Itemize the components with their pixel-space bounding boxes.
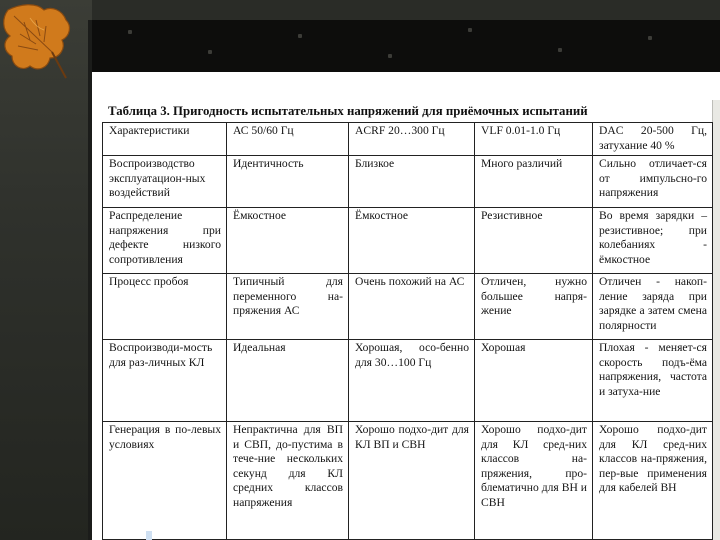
table-cell: Идеальная bbox=[227, 340, 349, 422]
table-title: Таблица 3. Пригодность испытательных напряжений для приёмочных испытаний bbox=[108, 104, 588, 118]
table-cell: Резистивное bbox=[475, 208, 593, 274]
table-cell: Ёмкостное bbox=[349, 208, 475, 274]
table-header-row bbox=[103, 123, 713, 156]
table-cell: Хорошо подхо-дит для КЛ сред-них классов на-пряжения, про-блематично для ВН и СВН bbox=[475, 422, 593, 540]
column-header: ACRF 20…300 Гц bbox=[349, 123, 475, 156]
table-row bbox=[103, 274, 713, 340]
table-cell: Хорошо подхо-дит для КЛ сред-них классов на-пряжения, пер-вые применения для кабелей ВН bbox=[593, 422, 713, 540]
column-header: АС 50/60 Гц bbox=[227, 123, 349, 156]
table-row bbox=[103, 156, 713, 208]
table-cell: Во время зарядки – резистивное; при колебаниях - ёмкостное bbox=[593, 208, 713, 274]
table-cell: Ёмкостное bbox=[227, 208, 349, 274]
table-cell: Типичный для переменного на-пряжения АС bbox=[227, 274, 349, 340]
table-cell: Хорошая bbox=[475, 340, 593, 422]
table-cell: Воспроизводи-мость для раз-личных КЛ bbox=[103, 340, 227, 422]
table-row bbox=[103, 340, 713, 422]
column-header: DAC 20-500 Гц, затухание 40 % bbox=[593, 123, 713, 156]
table-cell: Плохая - меняет-ся скорость подъ-ёма напряжения, частота и затуха-ние bbox=[593, 340, 713, 422]
autumn-leaf-icon bbox=[0, 0, 80, 90]
table-cell: Отличен, нужно большее напря-жение bbox=[475, 274, 593, 340]
table-cell: Хорошая, осо-бенно для 30…100 Гц bbox=[349, 340, 475, 422]
table-cell: Процесс пробоя bbox=[103, 274, 227, 340]
column-header: Характеристики bbox=[103, 123, 227, 156]
table-cell: Распределение напряжения при дефекте низкого сопротивления bbox=[103, 208, 227, 274]
table-cell: Непрактична для ВП и СВП, до-пустима в тече-ние нескольких секунд для КЛ средних классов напряжения bbox=[227, 422, 349, 540]
top-frame bbox=[0, 0, 720, 20]
table-cell: Генерация в по-левых условиях bbox=[103, 422, 227, 540]
table-row bbox=[103, 208, 713, 274]
table-cell: Сильно отличает-ся от импульсно-го напряжения bbox=[593, 156, 713, 208]
table-cell: Близкое bbox=[349, 156, 475, 208]
slide-top-band bbox=[88, 20, 720, 72]
table-cell: Отличен - накоп-ление заряда при зарядке а затем смена полярности bbox=[593, 274, 713, 340]
slide-accent-mark bbox=[146, 531, 152, 540]
table-cell: Воспроизводство эксплуатацион-ных воздействий bbox=[103, 156, 227, 208]
table-cell: Много различий bbox=[475, 156, 593, 208]
table-row bbox=[103, 422, 713, 540]
column-header: VLF 0.01-1.0 Гц bbox=[475, 123, 593, 156]
slide-right-stripe bbox=[712, 100, 720, 540]
comparison-table bbox=[102, 122, 713, 540]
table-cell: Хорошо подхо-дит для КЛ ВП и СВН bbox=[349, 422, 475, 540]
table-cell: Очень похожий на АС bbox=[349, 274, 475, 340]
table-cell: Идентичность bbox=[227, 156, 349, 208]
